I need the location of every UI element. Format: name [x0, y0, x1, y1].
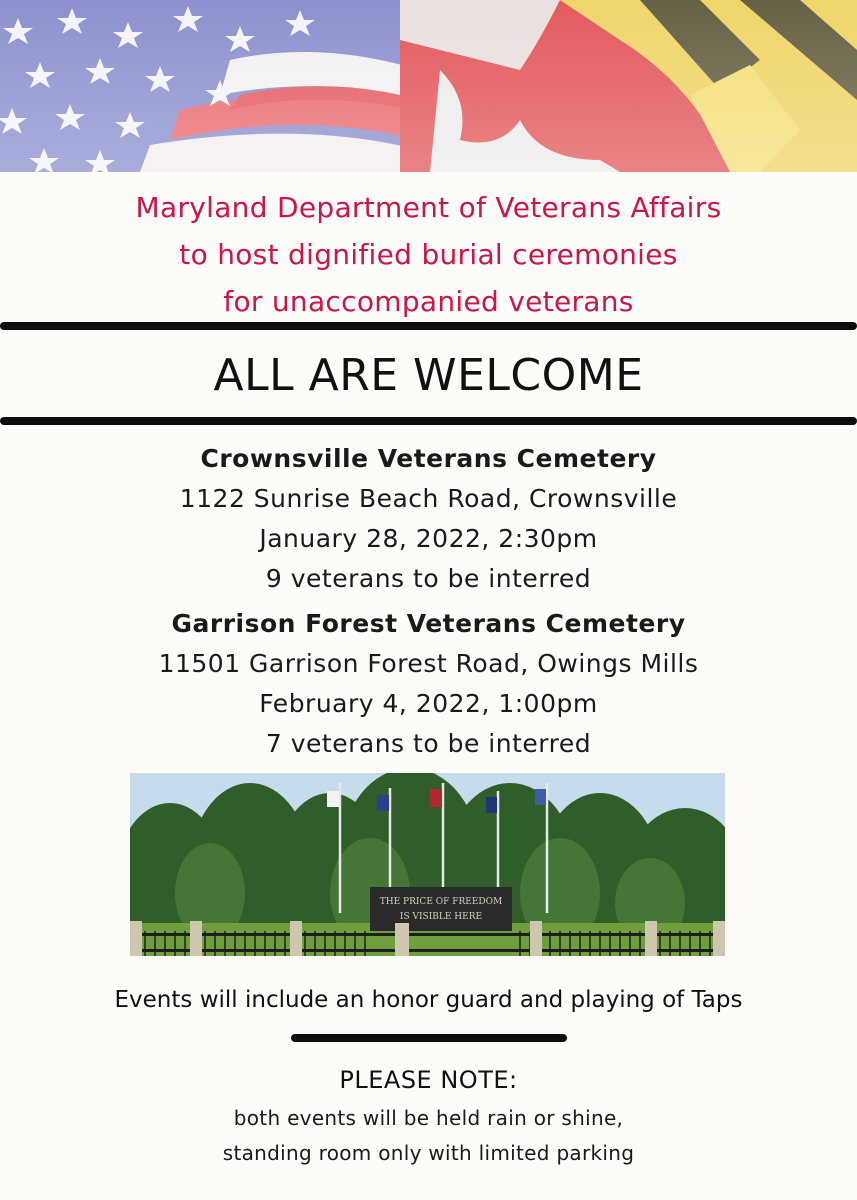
note-body	[0, 1101, 857, 1171]
event-garrison-forest	[0, 604, 857, 764]
event-datetime: February 4, 2022, 1:00pm	[259, 689, 598, 718]
event-crownsville	[0, 439, 857, 599]
event-address: 1122 Sunrise Beach Road, Crownsville	[179, 484, 678, 513]
note-heading: PLEASE NOTE:	[339, 1066, 518, 1094]
headline-line-3: for unaccompanied veterans	[223, 285, 634, 318]
sign-text-line-2: IS VISIBLE HERE	[399, 912, 483, 922]
headline-line-1: Maryland Department of Veterans Affairs	[135, 191, 722, 224]
event-datetime: January 28, 2022, 2:30pm	[259, 524, 598, 553]
sign-text-line-1: THE PRICE OF FREEDOM	[379, 897, 503, 907]
cemetery-photo	[130, 773, 725, 956]
event-address: 11501 Garrison Forest Road, Owings Mills	[158, 649, 699, 678]
event-count: 9 veterans to be interred	[265, 564, 592, 593]
divider-bottom	[0, 417, 857, 425]
event-count: 7 veterans to be interred	[265, 729, 592, 758]
welcome-banner: ALL ARE WELCOME	[213, 350, 644, 401]
note-line-1: both events will be held rain or shine,	[233, 1106, 624, 1130]
events-include-text: Events will include an honor guard and playing of Taps	[114, 987, 743, 1013]
flag-banner	[0, 0, 857, 172]
headline	[0, 184, 857, 325]
headline-line-2: to host dignified burial ceremonies	[179, 238, 678, 271]
flag-banner-image	[0, 0, 857, 172]
event-name: Garrison Forest Veterans Cemetery	[171, 609, 686, 638]
divider-top	[0, 322, 857, 330]
note-line-2: standing room only with limited parking	[222, 1141, 635, 1165]
cemetery-photo-image	[130, 773, 725, 956]
divider-short	[291, 1034, 567, 1042]
event-name: Crownsville Veterans Cemetery	[200, 444, 657, 473]
